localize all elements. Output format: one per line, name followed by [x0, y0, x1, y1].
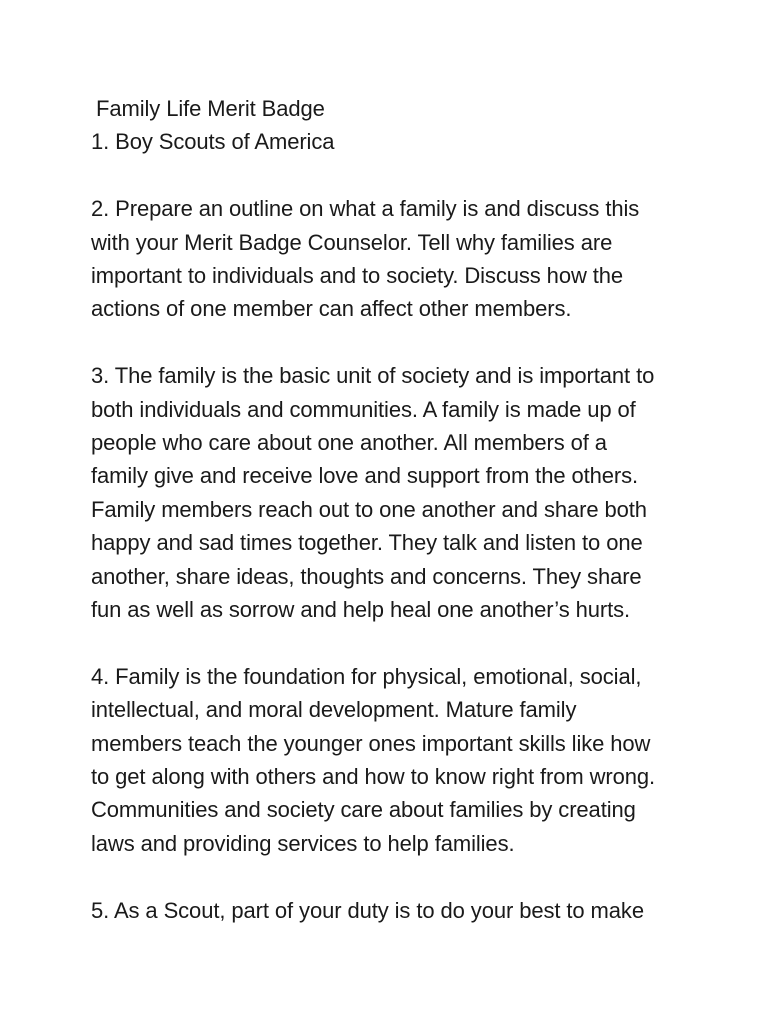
paragraph-line: another, share ideas, thoughts and concerns. They share: [91, 563, 642, 589]
paragraph-line: important to individuals and to society. Discuss how the: [91, 263, 624, 289]
paragraph-line: happy and sad times together. They talk and listen to one: [91, 530, 643, 556]
paragraph-line: Family members reach out to one another and share both: [91, 496, 647, 522]
paragraph-line: Communities and society care about families by creating: [91, 797, 636, 823]
paragraph-line: to get along with others and how to know right from wrong.: [91, 764, 656, 790]
paragraph-line: people who care about one another. All members of a: [91, 430, 607, 456]
paragraph-line: with your Merit Badge Counselor. Tell why families are: [91, 229, 613, 255]
paragraph-line: fun as well as sorrow and help heal one another’s hurts.: [91, 597, 631, 623]
paragraph-line: family give and receive love and support from the others.: [91, 463, 639, 489]
header-block: [91, 92, 691, 159]
paragraph-line: members teach the younger ones important skills like how: [91, 730, 651, 756]
paragraph-line: 2. Prepare an outline on what a family is and discuss this: [91, 196, 640, 222]
paragraph-line: both individuals and communities. A family is made up of: [91, 396, 636, 422]
paragraph-line: actions of one member can affect other members.: [91, 296, 572, 322]
paragraph-line: laws and providing services to help families.: [91, 830, 515, 856]
paragraph-line: 5. As a Scout, part of your duty is to do your best to make: [91, 897, 644, 923]
paragraph-line: intellectual, and moral development. Mature family: [91, 697, 577, 723]
paragraph-line: 3. The family is the basic unit of society and is important to: [91, 363, 655, 389]
document-title: Family Life Merit Badge: [96, 96, 325, 121]
paragraph-line: 4. Family is the foundation for physical, emotional, social,: [91, 663, 642, 689]
list-item-1: 1. Boy Scouts of America: [91, 129, 335, 155]
paragraph-5: [91, 894, 691, 927]
paragraph-3: [91, 359, 691, 626]
paragraph-2: [91, 192, 691, 326]
document-page: [91, 92, 691, 960]
paragraph-4: [91, 660, 691, 860]
